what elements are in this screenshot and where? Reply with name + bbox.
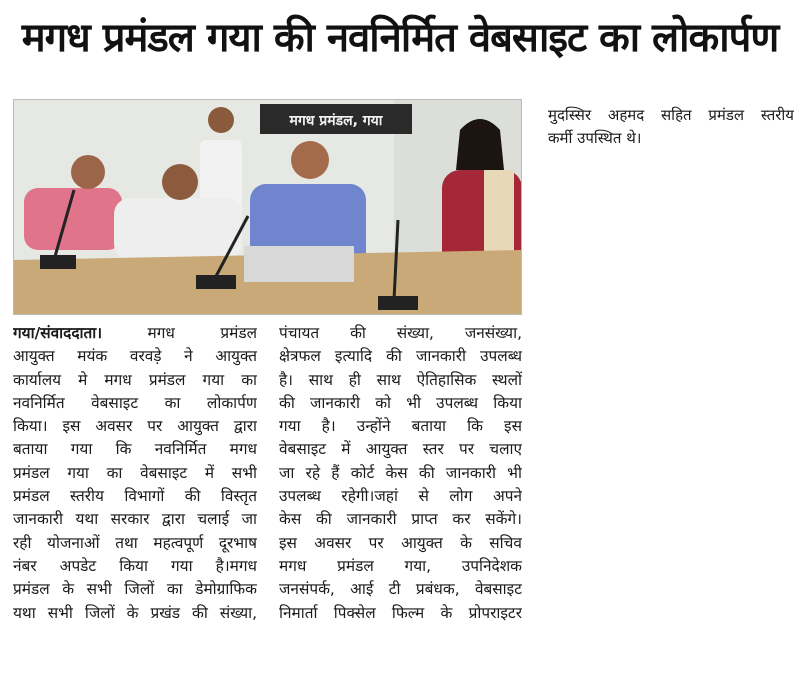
article-column-middle [279, 322, 522, 625]
article-line: रही योजनाओं तथा महत्वपूर्ण दूरभाष [13, 533, 257, 552]
person-white-shirt [114, 198, 242, 260]
article-column-left [13, 322, 257, 625]
person-pink-head [71, 155, 105, 189]
article-line: उपलब्ध रहेगी।जहां से लोग अपने [279, 487, 522, 506]
article-line: जानकारी यथा सरकार द्वारा चलाई जा [13, 510, 257, 529]
article-line [13, 322, 257, 345]
article-line: क्षेत्रफल इत्यादि की जानकारी उपलब्ध [279, 347, 522, 366]
article-line: कार्यालय मे मगध प्रमंडल गया का [13, 370, 257, 389]
article-line: बताया गया कि नवनिर्मित मगध [13, 440, 257, 459]
article-line: प्रमंडल के सभी जिलों का डेमोग्राफिक [13, 580, 257, 599]
laptop [244, 246, 354, 282]
article-line: है। साथ ही साथ ऐतिहासिक स्थलों [279, 370, 522, 389]
article-line: नंबर अपडेट किया गया है।मगध [13, 556, 257, 575]
article-line: मुदस्सिर अहमद सहित प्रमंडल स्तरीय [548, 106, 794, 124]
article-line: जनसंपर्क, आई टी प्रबंधक, वेबसाइट [279, 580, 522, 599]
article-line: किया। इस अवसर पर आयुक्त द्वारा [13, 417, 257, 436]
article-line: केस की जानकारी प्राप्त कर सकेंगे। [279, 510, 522, 529]
mic-base-3 [378, 296, 418, 310]
article-line: पंचायत की संख्या, जनसंख्या, [279, 324, 522, 342]
article-line: नवनिर्मित वेबसाइट का लोकार्पण [13, 393, 257, 412]
article-column-right [548, 104, 794, 150]
article-line: गया है। उन्होंने बताया कि इस [279, 417, 522, 436]
person-white-head [162, 164, 198, 200]
mic-base-2 [196, 275, 236, 289]
article-line: कर्मी उपस्थित थे। [548, 129, 642, 147]
article-line: प्रमंडल गया का वेबसाइट में सभी [13, 463, 257, 482]
article-line: प्रमंडल स्तरीय विभागों की विस्तृत [13, 487, 257, 506]
news-photo [13, 99, 522, 315]
article-line: आयुक्त मयंक वरवड़े ने आयुक्त [13, 347, 257, 366]
article-line-text: मगध प्रमंडल [102, 324, 257, 342]
article-line: की जानकारी को भी उपलब्ध किया [279, 393, 522, 412]
photo-banner-text: मगध प्रमंडल, गया [289, 113, 383, 129]
article-line: यथा सभी जिलों के प्रखंड की संख्या, [13, 603, 257, 622]
person-blue-head [291, 141, 329, 179]
meeting-photo-illustration [14, 100, 522, 315]
standing-person-head [208, 107, 234, 133]
article-dateline: गया/संवाददाता। [13, 324, 103, 342]
headline: मगध प्रमंडल गया की नवनिर्मित वेबसाइट का लोकार्पण [21, 15, 779, 61]
article-line: जा रहे हैं कोर्ट केस की जानकारी भी [279, 463, 522, 482]
article-line: वेबसाइट में आयुक्त स्तर पर चलाए [279, 440, 522, 459]
article-line: इस अवसर पर आयुक्त के सचिव [279, 533, 522, 552]
article-line: मगध प्रमंडल गया, उपनिदेशक [279, 556, 522, 575]
article-line: निमार्ता पिक्सेल फिल्म के प्रोपराइटर [279, 603, 522, 622]
mic-base-1 [40, 255, 76, 269]
